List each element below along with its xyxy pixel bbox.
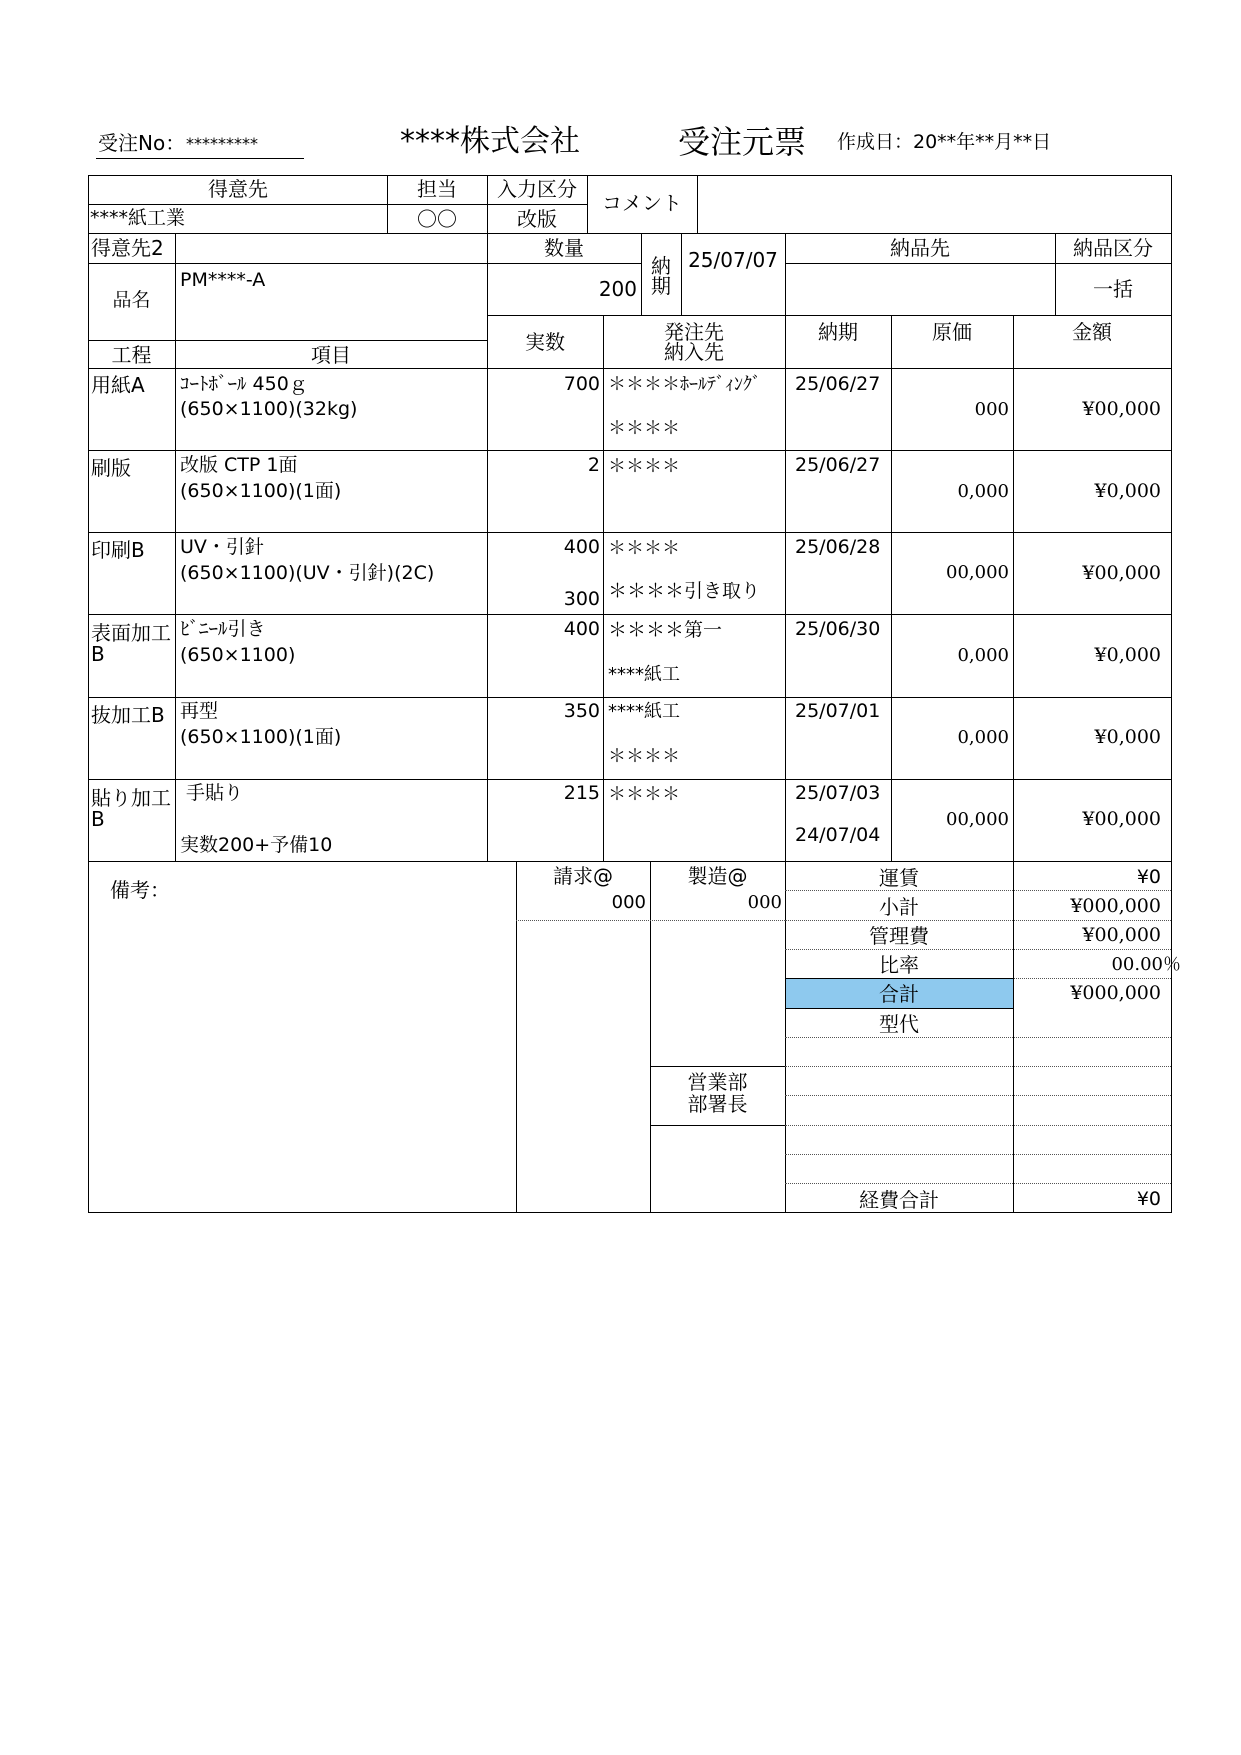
expense-total-value: ¥0 xyxy=(1136,1188,1161,1210)
input-type-value: 改版 xyxy=(517,207,557,231)
row-supplier: ＊＊＊＊ xyxy=(608,784,680,805)
row-item-line2: (650×1100)(32kg) xyxy=(180,398,358,420)
row-amount: ¥00,000 xyxy=(1082,808,1161,830)
row-amount: ¥0,000 xyxy=(1094,480,1161,502)
row-amount: ¥0,000 xyxy=(1094,726,1161,748)
row-item-line1: ｺｰﾄﾎﾞｰﾙ 450ｇ xyxy=(180,373,308,395)
company-name: ****株式会社 xyxy=(400,124,580,159)
row-item-line2: (650×1100) xyxy=(180,644,296,666)
expense-total-label: 経費合計 xyxy=(859,1188,939,1212)
row-actual-qty-2: 300 xyxy=(563,588,600,610)
summary-label-freight: 運賃 xyxy=(879,866,919,890)
delivery-label-1: 納 xyxy=(651,254,671,278)
row-item-line2: (650×1100)(1面) xyxy=(180,726,342,748)
summary-label-admin-fee: 管理費 xyxy=(869,924,929,948)
row-supplier: ＊＊＊＊ xyxy=(608,538,680,559)
row-due-date: 25/07/01 xyxy=(795,700,881,722)
row-actual-qty: 400 xyxy=(563,536,600,558)
remarks-label: 備考： xyxy=(110,878,170,902)
col-actual: 実数 xyxy=(525,330,565,354)
sales-dept-label-1: 営業部 xyxy=(687,1070,748,1094)
row-cost: 0,000 xyxy=(957,481,1009,502)
row-cost: 000 xyxy=(974,399,1009,420)
row-item-line1: 改版 CTP 1面 xyxy=(180,454,298,476)
order-no-underline xyxy=(96,158,304,159)
row-due-date: 25/06/27 xyxy=(795,454,881,476)
summary-value-admin-fee: ¥00,000 xyxy=(1082,924,1161,946)
summary-label-total: 合計 xyxy=(879,982,919,1006)
row-process: 印刷B xyxy=(91,538,145,562)
sales-dept-label-2: 部署長 xyxy=(687,1092,748,1116)
quantity-label: 数量 xyxy=(544,236,584,260)
col-due: 納期 xyxy=(818,320,858,344)
col-item: 項目 xyxy=(311,343,351,367)
col-supplier-1: 発注先 xyxy=(664,320,724,344)
row-delivery-to: ****紙工 xyxy=(608,664,680,685)
summary-value-subtotal: ¥000,000 xyxy=(1070,895,1161,917)
delivery-date-value: 25/07/07 xyxy=(688,248,778,272)
manufacturing-unit-value: 000 xyxy=(747,892,782,913)
destination-type-label: 納品区分 xyxy=(1073,236,1153,260)
product-name-value: PM****-A xyxy=(180,269,266,291)
col-cost: 原価 xyxy=(932,320,972,344)
row-item-line3: 実数200+予備10 xyxy=(180,834,333,856)
row-item-line1: 再型 xyxy=(180,700,219,722)
row-actual-qty: 215 xyxy=(563,782,600,804)
created-date: 作成日：20**年**月**日 xyxy=(837,131,1052,153)
col-amount: 金額 xyxy=(1072,320,1112,344)
row-item-line2: (650×1100)(UV・引針)(2C) xyxy=(180,562,435,584)
row-process: 抜加工B xyxy=(91,703,165,727)
billing-unit-label: 請求@ xyxy=(553,864,613,888)
document-title: 受注元票 xyxy=(678,123,807,161)
row-amount: ¥00,000 xyxy=(1082,398,1161,420)
summary-value-total: ¥000,000 xyxy=(1070,982,1161,1004)
order-no-value: ********* xyxy=(186,134,258,153)
comment-label: コメント xyxy=(602,191,682,215)
row-due-date: 25/06/30 xyxy=(795,618,881,640)
row-due-date-2: 24/07/04 xyxy=(795,824,881,846)
billing-unit-value: 000 xyxy=(611,892,646,913)
row-item-line1: UV・引針 xyxy=(180,536,264,558)
staff-label: 担当 xyxy=(417,177,457,201)
customer-label: 得意先 xyxy=(208,177,268,201)
row-cost: 0,000 xyxy=(957,727,1009,748)
row-item-line1: 手貼り xyxy=(186,782,244,804)
row-amount: ¥0,000 xyxy=(1094,644,1161,666)
row-process: 用紙A xyxy=(91,373,145,397)
summary-value-freight: ¥0 xyxy=(1136,866,1161,888)
staff-value: 〇〇 xyxy=(417,207,457,231)
row-supplier: ****紙工 xyxy=(608,701,680,722)
customer2-label: 得意先2 xyxy=(91,236,164,260)
summary-label-die-cost: 型代 xyxy=(879,1012,919,1036)
row-actual-qty: 400 xyxy=(563,618,600,640)
row-cost: 00,000 xyxy=(946,562,1009,583)
row-item-line1: ﾋﾞﾆｰﾙ引き xyxy=(180,618,266,640)
row-actual-qty: 350 xyxy=(563,700,600,722)
row-cost: 00,000 xyxy=(946,809,1009,830)
row-process: 表面加工B xyxy=(91,621,171,666)
row-cost: 0,000 xyxy=(957,645,1009,666)
order-no-label: 受注No： xyxy=(98,131,186,155)
row-supplier: ＊＊＊＊ﾎｰﾙﾃﾞｨﾝｸﾞ xyxy=(608,374,761,395)
product-name-label: 品名 xyxy=(112,289,151,311)
destination-label: 納品先 xyxy=(890,236,950,260)
row-supplier: ＊＊＊＊ xyxy=(608,456,680,477)
destination-type-value: 一括 xyxy=(1093,277,1133,301)
row-delivery-to: ＊＊＊＊ xyxy=(608,418,680,439)
row-delivery-to: ＊＊＊＊引き取り xyxy=(608,580,761,602)
row-supplier: ＊＊＊＊第一 xyxy=(608,619,723,641)
quantity-value: 200 xyxy=(598,277,637,301)
row-actual-qty: 700 xyxy=(563,373,600,395)
row-actual-qty: 2 xyxy=(587,454,600,476)
row-process: 貼り加工B xyxy=(91,786,171,831)
manufacturing-unit-label: 製造@ xyxy=(687,864,748,888)
input-type-label: 入力区分 xyxy=(497,177,577,201)
summary-label-subtotal: 小計 xyxy=(879,895,919,919)
row-item-line2: (650×1100)(1面) xyxy=(180,480,342,502)
delivery-label-2: 期 xyxy=(651,274,671,298)
summary-label-ratio: 比率 xyxy=(879,953,919,977)
col-supplier-2: 納入先 xyxy=(664,340,724,364)
col-process: 工程 xyxy=(111,343,152,367)
row-delivery-to: ＊＊＊＊ xyxy=(608,746,680,767)
row-due-date: 25/06/27 xyxy=(795,373,881,395)
row-due-date: 25/07/03 xyxy=(795,782,881,804)
customer-value: ****紙工業 xyxy=(90,207,186,229)
row-due-date: 25/06/28 xyxy=(795,536,881,558)
row-amount: ¥00,000 xyxy=(1082,562,1161,584)
summary-value-ratio: 00.00％ xyxy=(1111,954,1181,975)
row-process: 刷版 xyxy=(91,456,131,480)
